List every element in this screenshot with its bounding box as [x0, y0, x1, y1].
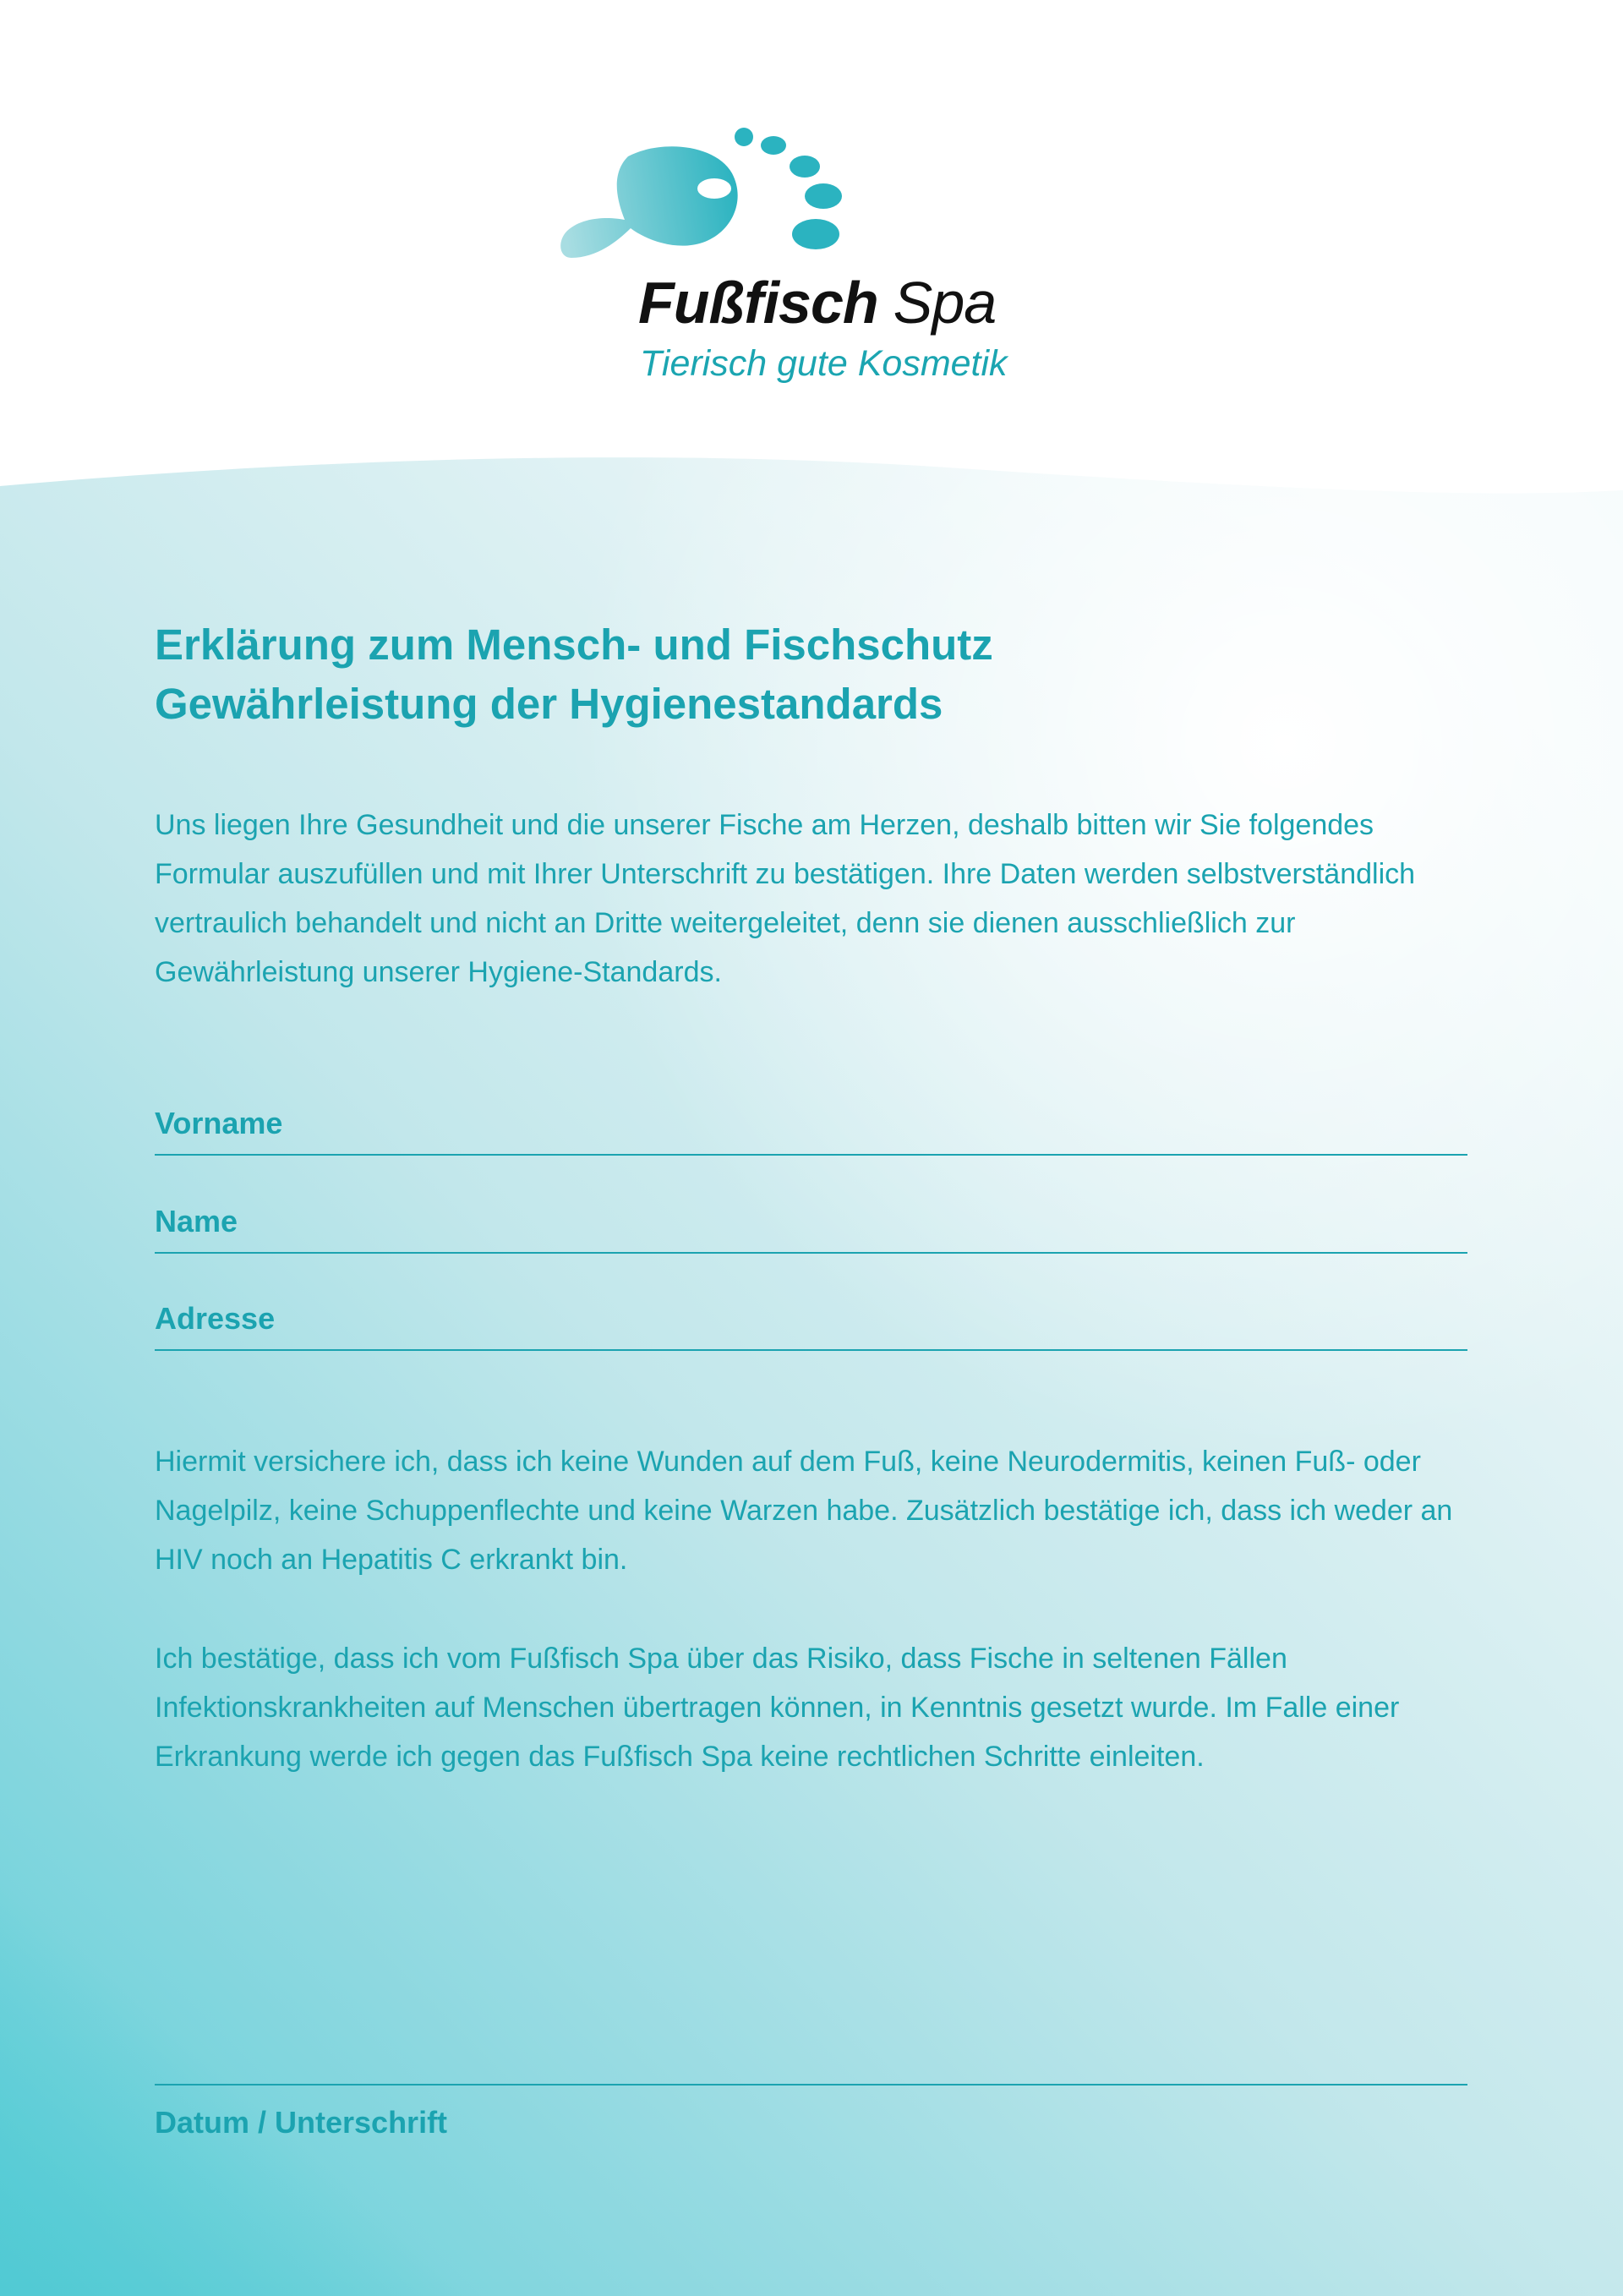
signature-label: Datum / Unterschrift	[155, 2105, 448, 2140]
intro-paragraph: Uns liegen Ihre Gesundheit und die unserer Fische am Herzen, deshalb bitten wir Sie folgendes Formular auszufüllen und mit Ihrer Unterschrift zu bestätigen. Ihre Daten werden selbstverständlich vertraulich behandelt und nicht an Dritte weitergeleitet, denn sie dienen ausschließlich zur Gewährleistung unserer Hygiene-Standards.	[155, 809, 1416, 988]
lastname-label: Name	[155, 1204, 238, 1238]
title-line-1: Erklärung zum Mensch- und Fischschutz	[155, 620, 993, 669]
firstname-label: Vorname	[155, 1106, 283, 1140]
declaration-health: Hiermit versichere ich, dass ich keine Wunden auf dem Fuß, keine Neurodermitis, keinen Fuß- oder Nagelpilz, keine Schuppenflechte und keine Warzen habe. Zusätzlich bestätige ich, dass ich weder an HIV noch an Hepatitis C erkrankt bin.	[155, 1446, 1453, 1576]
firstname-field[interactable]	[155, 1093, 1467, 1156]
address-label: Adresse	[155, 1301, 276, 1336]
brand-tagline: Tierisch gute Kosmetik	[640, 343, 1008, 384]
lastname-field[interactable]	[155, 1191, 1467, 1254]
page-title	[155, 615, 1469, 734]
declaration-risk: Ich bestätige, dass ich vom Fußfisch Spa über das Risiko, dass Fische in seltenen Fällen Infektionskrankheiten auf Menschen übertragen können, in Kenntnis gesetzt wurde. Im Falle einer Erkrankung werde ich gegen das Fußfisch Spa keine rechtlichen Schritte einleiten.	[155, 1643, 1400, 1773]
brand-name-bold: Fußfisch	[638, 270, 878, 336]
title-line-2: Gewährleistung der Hygienestandards	[155, 680, 943, 728]
brand-name-light: Spa	[893, 270, 997, 336]
brand-name	[638, 269, 996, 336]
address-field[interactable]	[155, 1288, 1467, 1351]
signature-line[interactable]	[155, 2084, 1467, 2086]
